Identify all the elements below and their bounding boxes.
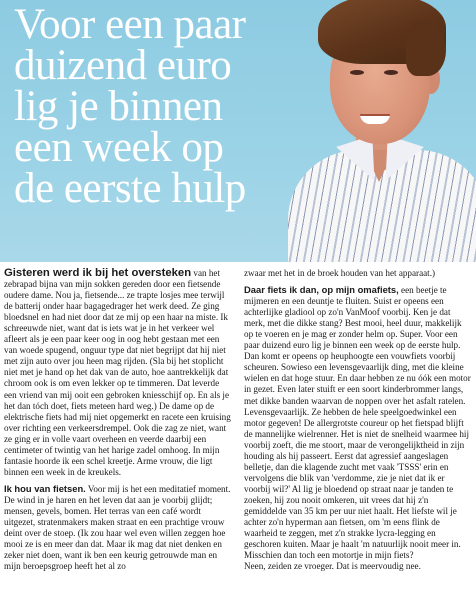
headline-line-4: een week op [14,124,224,171]
paragraph-4 [244,284,472,561]
headline-line-1: Voor een paar [14,1,246,48]
subhead: Ik hou van fietsen. [4,482,86,494]
portrait-photo-image [268,0,476,262]
paragraph-text: een beetje te mijmeren en een deuntje te fluiten. Suist er opeens een achterlijke gladiool op zo'n VanMoof voorbij. Ken je dat merk, met die dikke stang? Best mooi, heel duur, makkelijk op te voeren en je mag er zonder helm op. Super. Voor een paar duizend euro lig je binnen een week op de eerste hulp. Dan komt er opeens op heuphoogte een vouwfiets voorbij scheuren. Sowieso een levensgevaarlijk ding, met die kleine wielen en dat hoge stuur. En daar hebben ze nu óók een motor in gezet. Even later stuift er een soort kinderbrommer langs, met dikke banden waarvan de noppen over het asfalt ratelen. Levensgevaarlijk. Ze hebben de hele speelgoedwinkel een motor gegeven! De allergrotste coureur op het fietspad blijft de mannelijke wielrenner. Het is niet de snelheid waarmee hij voorbij zoeft, die me stoort, maar de verongelijktheid in zijn houding als hij passeert. Eerst dat agressief aangeslagen belletje, dan die klagende zucht met vaak 'TSSS' erin en vervolgens die blik van 'verdomme, zie je niet dat ik er voorbij wil?' Al lig je bloedend op straat naar je tanden te zoeken, hij zou nooit omkeren, uit vrees dat hij z'n gemiddelde van 35 km per uur niet haalt. Het liefste wil je achter zo'n hyperman aan fietsen, om 'm eens flink de waarheid te zeggen, met z'n strakke lycra-legging en geschoren kuiten. Maar je haalt 'm natuurlijk nooit meer in. Misschien dan toch een motortje in mijn fiets? [244,285,471,561]
column-right [244,268,472,598]
paragraph-2 [4,483,232,572]
paragraph-5: Neen, zeiden ze vroeger. Dat is meervoudig nee. [244,561,421,572]
headline-line-3: lig je binnen [14,83,223,130]
headline-line-2: duizend euro [14,42,232,89]
hero-image [0,0,476,262]
paragraph-text: Voor mij is het een meditatief moment. De wind in je haren en het leven dat aan je voorbij glijdt; mensen, gevels, bomen. Het terras van een café wordt uitgezet, stratenmakers maken straat en een prachtige vrouw deint over de stoep. (Ik zou haar wel even willen zeggen hoe mooi ze is en meer dan dat. Maar ik mag dat niet denken en zeker niet doen, want ik ben een keurig getrouwde man en mijn beroepsgroep heeft het al zo [4,483,231,572]
paragraph-1 [4,268,232,478]
paragraph-3: zwaar met het in de broek houden van het apparaat.) [244,268,436,278]
column-left [4,268,232,598]
headline-line-5: de eerste hulp [14,165,246,212]
article-body [4,268,472,598]
paragraph-text: van het zebrapad bijna van mijn sokken gereden door een fietsende oudere dame. Nou ja, fietsende... ze trapte losjes mee terwijl de batterij onder haar bagagedrager het werk deed. Ze ging bloedsnel en had niet door dat ze mij op een haar na miste. Ik schreeuwde niet, want dat is iets wat je in het verkeer wel afleert als je een paar keer oog in oog hebt gestaan met een van woede spugend, onguur type dat niet begrijpt dat hij niet met zijn auto over jou heen mag rijden. (Sla bij het stoplicht niet met je hand op het dak van de auto, hoe aantrekkelijk dat chroom ook is om even lekker op te timmeren. Dat leverde een vriend van mij ooit een gebroken kniesschijf op. En als je het dan tóch doet, fiets meteen hard weg.) De dame op de elektrische fiets had mij niet opgemerkt en racete een kruising over richting een verkeersdrempel. Ook die zag ze niet, want ze ging er in volle vaart overheen en veerde daarbij een centimeter of twintig van het harige zadel omhoog. In mijn fantasie hoorde ik een schel kreetje. Arme vrouw, die ligt binnen een week in de kreukels. [4,268,231,477]
subhead: Daar fiets ik dan, op mijn omafiets, [244,284,399,296]
eye-left [350,70,364,75]
lead-in: Gisteren werd ik bij het oversteken [4,268,192,279]
eye-right [384,70,398,75]
